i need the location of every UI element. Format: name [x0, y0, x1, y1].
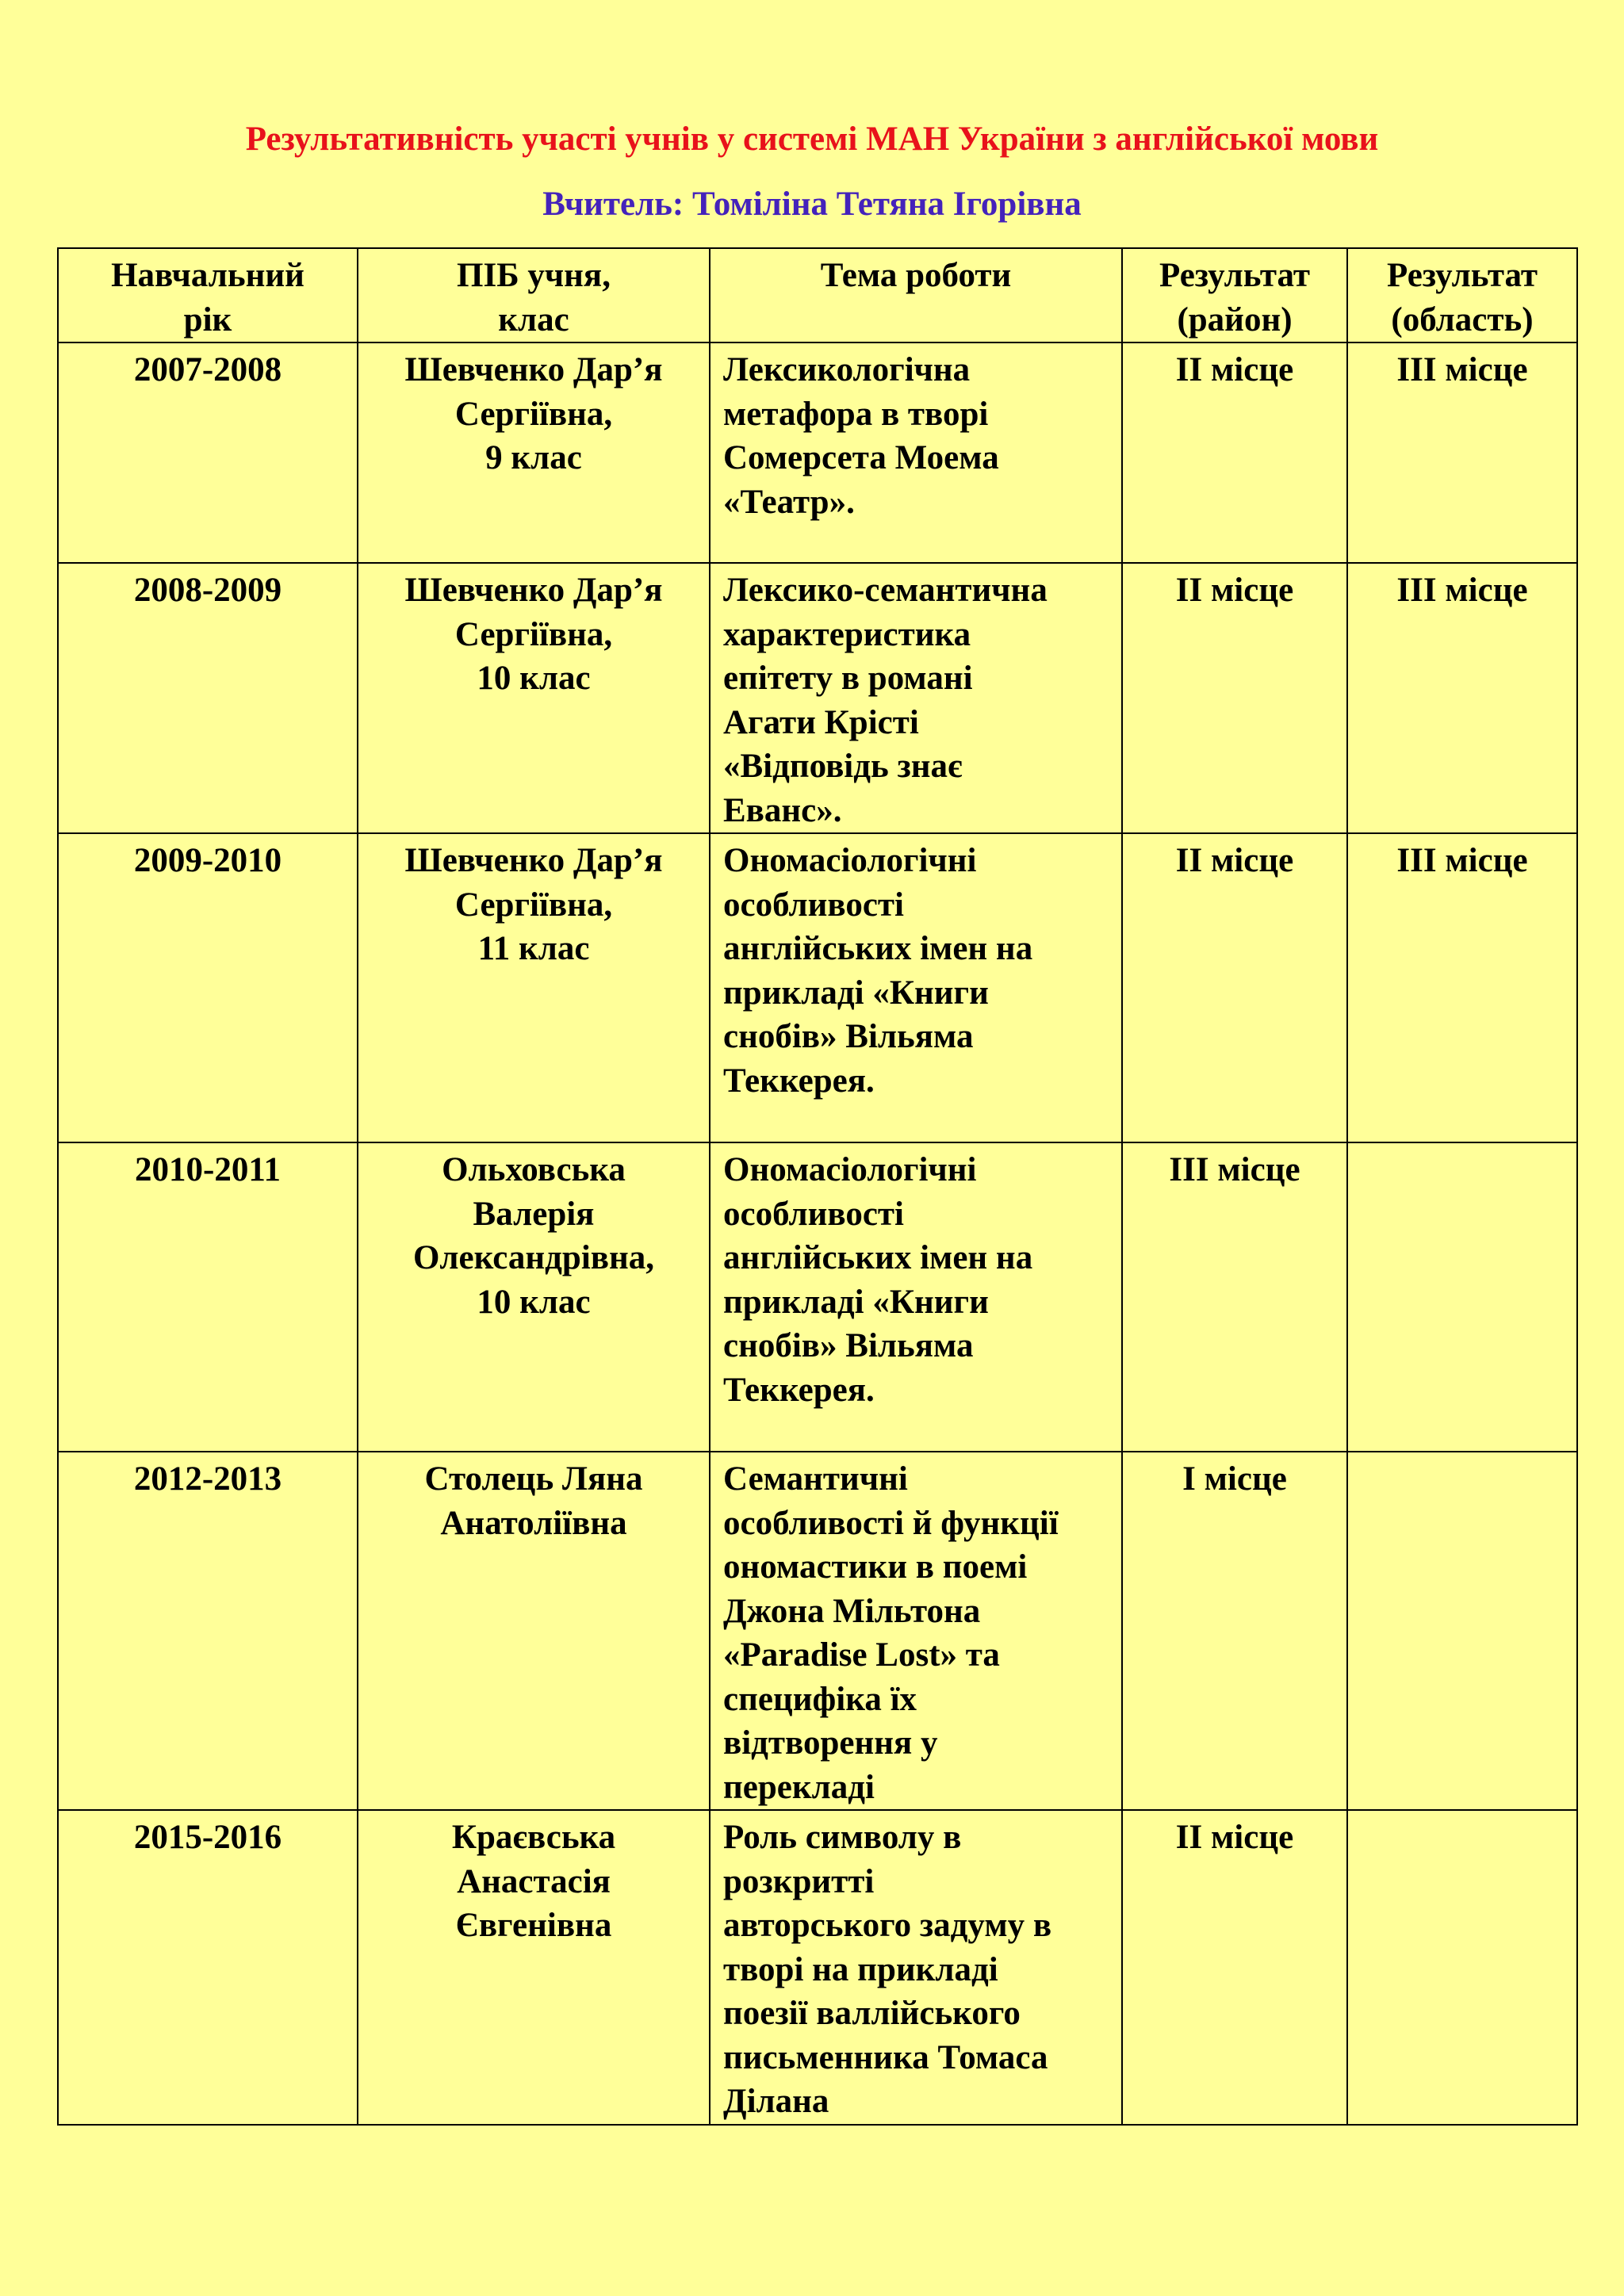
- cell-district-result: ІІ місце: [1122, 563, 1347, 833]
- table-row: [58, 1142, 1577, 1452]
- cell-topic: Роль символу в розкритті авторського задуму в творі на прикладі поезії валлійського письменника Томаса Ділана: [710, 1810, 1122, 2125]
- cell-student: Краєвська Анастасія Євгенівна: [358, 1810, 710, 2125]
- page-title: Результативність участі учнів у системі МАН України з англійської мови: [245, 121, 1379, 158]
- cell-student: Шевченко Дар’я Сергіївна, 10 клас: [358, 563, 710, 833]
- cell-region-result: [1347, 1142, 1577, 1452]
- header-student: ПІБ учня, клас: [358, 248, 710, 342]
- cell-region-result: [1347, 1810, 1577, 2125]
- cell-district-result: ІІ місце: [1122, 342, 1347, 563]
- cell-region-result: ІІІ місце: [1347, 342, 1577, 563]
- cell-region-result: ІІІ місце: [1347, 563, 1577, 833]
- teacher-line: Вчитель: Томіліна Тетяна Ігорівна: [542, 186, 1082, 223]
- table-row: [58, 563, 1577, 833]
- cell-year: 2009-2010: [58, 833, 358, 1142]
- cell-district-result: ІІІ місце: [1122, 1142, 1347, 1452]
- cell-student: Столець Ляна Анатоліївна: [358, 1452, 710, 1810]
- cell-topic: Семантичні особливості й функції ономастики в поемі Джона Мільтона «Paradise Lost» та специфіка їх відтворення у перекладі: [710, 1452, 1122, 1810]
- table-row: [58, 833, 1577, 1142]
- cell-student: Шевченко Дар’я Сергіївна, 11 клас: [358, 833, 710, 1142]
- header-row: [58, 248, 1577, 342]
- cell-district-result: ІІ місце: [1122, 833, 1347, 1142]
- cell-topic: Ономасіологічні особливості англійських імен на прикладі «Книги снобів» Вільяма Теккерея.: [710, 833, 1122, 1142]
- header-year: Навчальний рік: [58, 248, 358, 342]
- cell-topic: Лексикологічна метафора в творі Сомерсета Моема «Театр».: [710, 342, 1122, 563]
- cell-topic: Лексико-семантична характеристика епітету в романі Агати Крісті «Відповідь знає Еванс».: [710, 563, 1122, 833]
- table-row: [58, 1810, 1577, 2125]
- table-row: [58, 342, 1577, 563]
- cell-year: 2008-2009: [58, 563, 358, 833]
- cell-year: 2015-2016: [58, 1810, 358, 2125]
- cell-year: 2007-2008: [58, 342, 358, 563]
- results-table: [57, 247, 1578, 2126]
- cell-year: 2010-2011: [58, 1142, 358, 1452]
- table-row: [58, 1452, 1577, 1810]
- cell-student: Ольховська Валерія Олександрівна, 10 клас: [358, 1142, 710, 1452]
- cell-district-result: ІІ місце: [1122, 1810, 1347, 2125]
- cell-student: Шевченко Дар’я Сергіївна, 9 клас: [358, 342, 710, 563]
- cell-topic: Ономасіологічні особливості англійських імен на прикладі «Книги снобів» Вільяма Теккерея.: [710, 1142, 1122, 1452]
- cell-region-result: [1347, 1452, 1577, 1810]
- header-topic: Тема роботи: [710, 248, 1122, 342]
- cell-district-result: І місце: [1122, 1452, 1347, 1810]
- cell-region-result: ІІІ місце: [1347, 833, 1577, 1142]
- header-district-result: Результат (район): [1122, 248, 1347, 342]
- header-region-result: Результат (область): [1347, 248, 1577, 342]
- cell-year: 2012-2013: [58, 1452, 358, 1810]
